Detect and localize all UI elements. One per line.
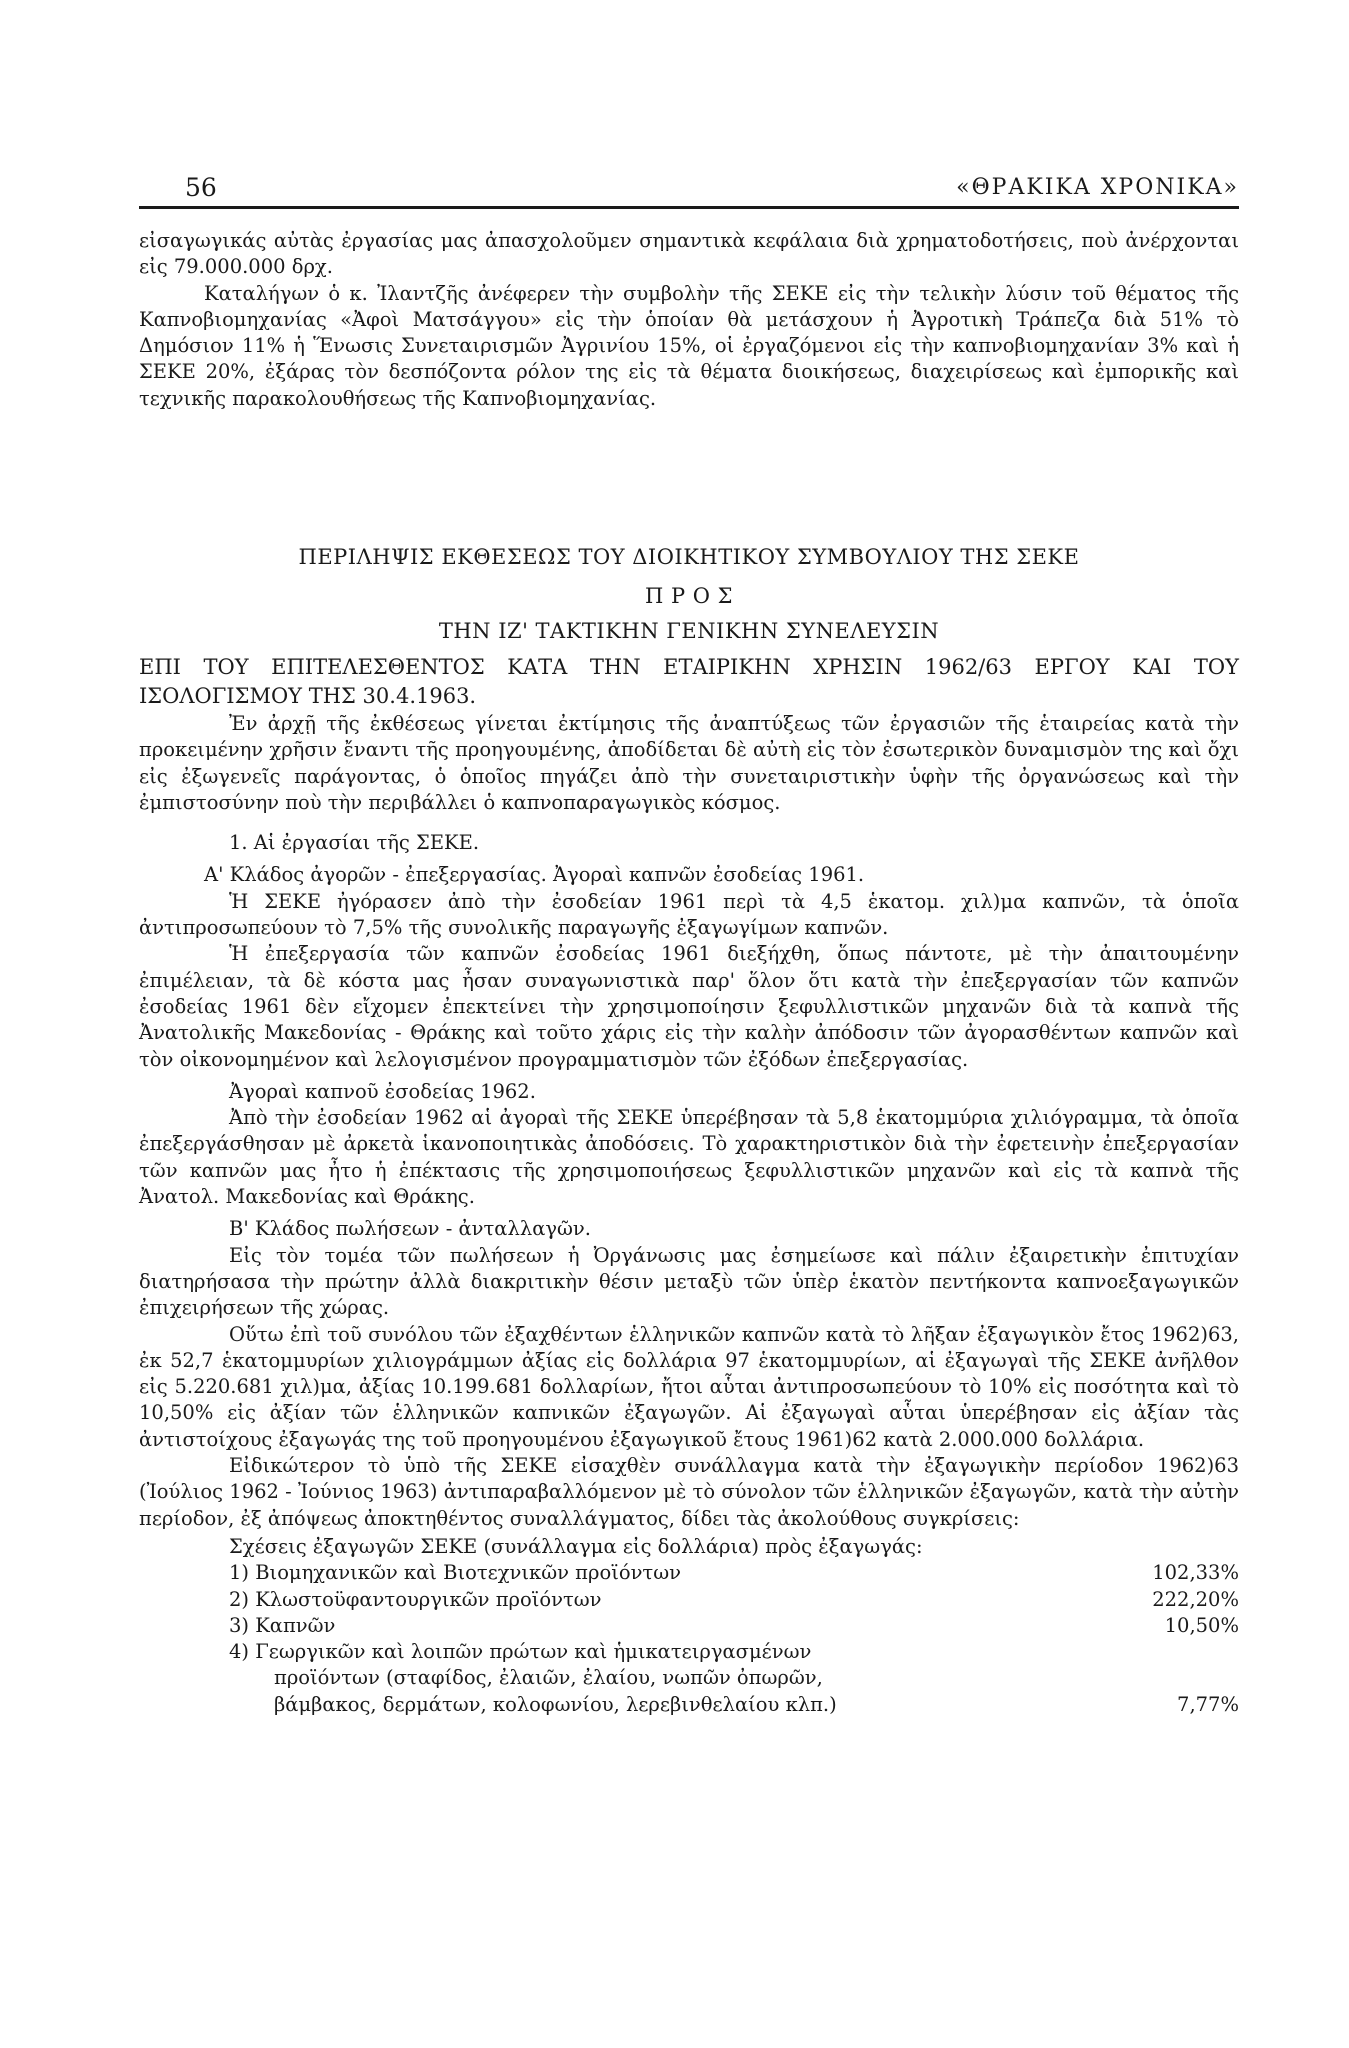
summary-heading: ΠΕΡΙΛΗΨΙΣ ΕΚΘΕΣΕΩΣ ΤΟΥ ΔΙΟΙΚΗΤΙΚΟΥ ΣΥΜΒΟΥΛΙΟΥ ΤΗΣ ΣΕΚΕ: [298, 545, 1080, 569]
page-number: 56: [185, 173, 217, 202]
list-item-value: 102,33%: [1152, 1561, 1239, 1585]
export-comparison-list: [139, 1534, 1239, 1718]
paragraph-a2: Ἡ ἐπεξεργασία τῶν καπνῶν ἐσοδείας 1961 διεξήχθη, ὅπως πάντοτε, μὲ τὴν ἀπαιτουμένην ἐπιμέλειαν, τὰ δὲ κόστα μας ἦσαν συναγωνιστικὰ παρ' ὅλον ὅτι κατὰ τὴν ἐπεξεργασίαν τῶν καπνῶν ἐσοδείας 1961 δὲν εἴχομεν ἐπεκτείνει τὴν χρησιμοποίησιν ξεφυλλιστικῶν μηχανῶν διὰ τὰ καπνὰ τῆς Ἀνατολικῆς Μακεδονίας - Θράκης καὶ τοῦτο χάρις εἰς τὴν καλὴν ἀπόδοσιν τῶν ἀγορασθέντων καπνῶν καὶ τὸν οἰκονομημένον καὶ λελογισμένον προγραμματισμὸν τῶν ἐξόδων ἐπεξεργασίας.: [139, 942, 1239, 1071]
list-item-continuation: προϊόντων (σταφίδος, ἐλαιῶν, ἐλαίου, νωπῶν ὀπωρῶν,: [274, 1666, 823, 1690]
list-item-label: 2) Κλωστοϋφαντουργικῶν προϊόντων: [229, 1587, 602, 1611]
list-item-label: 3) Καπνῶν: [229, 1613, 336, 1637]
running-title: «ΘΡΑΚΙΚΑ ΧΡΟΝΙΚΑ»: [956, 175, 1239, 200]
list-item: [139, 1639, 1239, 1665]
paragraph-b3: Εἰδικώτερον τὸ ὑπὸ τῆς ΣΕΚΕ εἰσαχθὲν συνάλλαγμα κατὰ τὴν ἐξαγωγικὴν περίοδον 1962)63 (Ἰούλιος 1962 - Ἰούνιος 1963) ἀντιπαραβαλλόμενον μὲ τὸ σύνολον τῶν ἑλληνικῶν ἐξαγωγῶν, κατὰ τὴν αὐτὴν περίοδον, ἐξ ἀπόψεως ἀποκτηθέντος συναλλάγματος, δίδει τὰς ἀκολούθους συγκρίσεις:: [139, 1454, 1239, 1530]
report-summary: [139, 540, 1239, 1718]
list-item-label: 4) Γεωργικῶν καὶ λοιπῶν πρώτων καὶ ἡμικατειργασμένων: [229, 1640, 812, 1664]
intro-paragraph: Καταλήγων ὁ κ. Ἰλαντζῆς ἀνέφερεν τὴν συμβολὴν τῆς ΣΕΚΕ εἰς τὴν τελικὴν λύσιν τοῦ θέματος τῆς Καπνοβιομηχανίας «Ἀφοὶ Ματσάγγου» εἰς τὴν ὁποίαν θὰ μετάσχουν ἡ Ἀγροτικὴ Τράπεζα διὰ 51% τὸ Δημόσιον 11% ἡ Ἕνωσις Συνεταιρισμῶν Ἀγρινίου 15%, οἱ ἐργαζόμενοι εἰς τὴν καπνοβιομηχανίαν 3% καὶ ἡ ΣΕΚΕ 20%, ἐξάρας τὸν δεσπόζοντα ρόλον της εἰς τὰ θέματα διοικήσεως, διαχειρίσεως καὶ ἐμπορικῆς καὶ τεχνικῆς παρακολουθήσεως τῆς Καπνοβιομηχανίας.: [139, 281, 1239, 410]
summary-opening: Ἐν ἀρχῇ τῆς ἐκθέσεως γίνεται ἐκτίμησις τῆς ἀναπτύξεως τῶν ἐργασιῶν τῆς ἑταιρείας κατὰ τὴν προκειμένην χρῆσιν ἔναντι τῆς προηγουμένης, ἀποδίδεται δὲ αὐτὴ εἰς τὸν ἐσωτερικὸν δυναμισμὸν της καὶ ὄχι εἰς ἐξωγενεῖς παράγοντας, ὁ ὁποῖος πηγάζει ἀπὸ τὴν συνεταιριστικὴν ὑφὴν τῆς ὀργανώσεως καὶ τὴν ἐμπιστοσύνην ποὺ τὴν περιβάλλει ὁ καπνοπαραγωγικὸς κόσμος.: [139, 712, 1239, 814]
list-item: [139, 1587, 1239, 1613]
list-title: Σχέσεις ἐξαγωγῶν ΣΕΚΕ (συνάλλαγμα εἰς δολλάρια) πρὸς ἐξαγωγάς:: [229, 1534, 923, 1558]
list-item: [139, 1613, 1239, 1639]
section-heading: 1. Αἱ ἐργασίαι τῆς ΣΕΚΕ.: [229, 831, 480, 855]
summary-heading-pros: Π Ρ Ο Σ: [644, 584, 734, 608]
list-item-value: [1109, 1639, 1239, 1665]
list-item: [139, 1560, 1239, 1586]
subheading-1962: Ἀγοραὶ καπνοῦ ἐσοδείας 1962.: [229, 1079, 536, 1103]
paragraph-a3: Ἀπὸ τὴν ἐσοδείαν 1962 αἱ ἀγοραὶ τῆς ΣΕΚΕ ὑπερέβησαν τὰ 5,8 ἑκατομμύρια χιλιόγραμμα, τὰ ὁποῖα ἐπεξεργάσθησαν μὲ ἀρκετὰ ἱκανοποιητικὰς ἀποδόσεις. Τὸ χαρακτηριστικὸν διὰ τὴν ἐφετεινὴν ἐπεξεργασίαν τῶν καπνῶν μας ἦτο ἡ ἐπέκτασις τῆς χρησιμοποιήσεως ξεφυλλιστικῶν μηχανῶν καὶ εἰς τὰ καπνὰ τῆς Ἀνατολ. Μακεδονίας καὶ Θράκης.: [139, 1106, 1239, 1209]
intro-paragraph: εἰσαγωγικάς αὐτὰς ἐργασίας μας ἀπασχολοῦμεν σημαντικὰ κεφάλαια διὰ χρηματοδοτήσεις, ποὺ ἀνέρχονται εἰς 79.000.000 δρχ.: [139, 229, 1239, 279]
branch-a-heading: Α' Κλάδος ἀγορῶν - ἐπεξεργασίας. Ἀγοραὶ καπνῶν ἐσοδείας 1961.: [204, 863, 865, 887]
list-item-value: 7,77%: [1177, 1692, 1239, 1716]
intro-text: [139, 228, 1239, 412]
list-item-value: 222,20%: [1152, 1587, 1239, 1611]
paragraph-a1: Ἡ ΣΕΚΕ ἠγόρασεν ἀπὸ τὴν ἐσοδείαν 1961 περὶ τὰ 4,5 ἑκατομ. χιλ)μα καπνῶν, τὰ ὁποῖα ἀντιπροσωπεύουν τὸ 7,5% τῆς συνολικῆς παραγωγῆς ἐξαγωγίμων καπνῶν.: [139, 889, 1239, 940]
list-item-continuation-row: [139, 1692, 1239, 1718]
paragraph-b2: Οὕτω ἐπὶ τοῦ συνόλου τῶν ἐξαχθέντων ἑλληνικῶν καπνῶν κατὰ τὸ λῆξαν ἐξαγωγικὸν ἔτος 1962)63, ἐκ 52,7 ἑκατομμυρίων χιλιογράμμων ἀξίας εἰς δολλάρια 97 ἑκατομμυρίων, αἱ ἐξαγωγαὶ τῆς ΣΕΚΕ ἀνῆλθον εἰς 5.220.681 χιλ)μα, ἀξίας 10.199.681 δολλαρίων, ἤτοι αὗται ἀντιπροσωπεύουν τὸ 10% εἰς ποσότητα καὶ τὸ 10,50% εἰς ἀξίαν τῶν ἑλληνικῶν καπνικῶν ἐξαγωγῶν. Αἱ ἐξαγωγαὶ αὗται ὑπερέβησαν εἰς ἀξίαν τὰς ἀντιστοίχους ἐξαγωγάς της τοῦ προηγουμένου ἐξαγωγικοῦ ἔτους 1961)62 κατὰ 2.000.000 δολλάρια.: [139, 1322, 1239, 1451]
summary-heading-subject: ΕΠΙ ΤΟΥ ΕΠΙΤΕΛΕΣΘΕΝΤΟΣ ΚΑΤΑ ΤΗΝ ΕΤΑΙΡΙΚΗΝ ΧΡΗΣΙΝ 1962/63 ΕΡΓΟΥ ΚΑΙ ΤΟΥ ΙΣΟΛΟΓΙΣΜΟΥ ΤΗΣ 30.4.1963.: [139, 655, 1239, 708]
header-rule: [139, 206, 1239, 209]
list-item-label: 1) Βιομηχανικῶν καὶ Βιοτεχνικῶν προϊόντων: [229, 1561, 681, 1585]
list-item-value: 10,50%: [1164, 1613, 1239, 1637]
list-item-continuation: βάμβακος, δερμάτων, κολοφωνίου, λερεβινθελαίου κλπ.): [274, 1692, 837, 1716]
paragraph-b1: Εἰς τὸν τομέα τῶν πωλήσεων ἡ Ὀργάνωσις μας ἐσημείωσε καὶ πάλιν ἐξαιρετικὴν ἐπιτυχίαν διατηρήσασα τὴν πρώτην ἀλλὰ διακριτικὴν θέσιν μεταξὺ τῶν ὑπὲρ ἑκατὸν πεντήκοντα καπνοεξαγωγικῶν ἐπιχειρήσεων τῆς χώρας.: [139, 1243, 1239, 1320]
branch-b-heading: Β' Κλάδος πωλήσεων - ἀνταλλαγῶν.: [229, 1217, 591, 1241]
summary-heading-assembly: ΤΗΝ ΙΖ' ΤΑΚΤΙΚΗΝ ΓΕΝΙΚΗΝ ΣΥΝΕΛΕΥΣΙΝ: [438, 619, 940, 643]
